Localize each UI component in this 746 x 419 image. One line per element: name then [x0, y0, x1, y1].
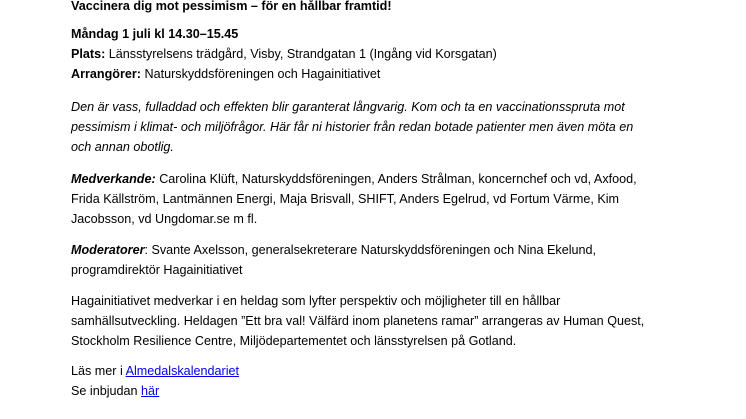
event-organizers: [71, 64, 497, 84]
almedalskalendariet-link[interactable]: Almedalskalendariet: [125, 364, 239, 378]
moderators-paragraph: [71, 240, 596, 280]
links-paragraph: [71, 361, 239, 401]
read-more-line: [71, 361, 239, 381]
body-line: Hagainitiativet medverkar i en heldag som lyfter perspektiv och möjligheter till en hållbar: [71, 294, 561, 308]
body-line: samhällsutveckling. Heldagen ”Ett bra val! Välfärd inom planetens ramar” arrangeras av Human Quest,: [71, 314, 645, 328]
intro-line: Den är vass, fulladdad och effekten blir garanterat långvarig. Kom och ta en vaccinationsspruta mot: [71, 100, 625, 114]
read-more-prefix: Läs mer i: [71, 364, 126, 378]
invite-prefix: Se inbjudan: [71, 384, 142, 398]
moderators-text: : Svante Axelsson, generalsekreterare Naturskyddsföreningen och Nina Ekelund,: [144, 243, 597, 257]
participants-label: Medverkande:: [71, 172, 156, 186]
event-details: [71, 24, 497, 84]
event-date-time: Måndag 1 juli kl 14.30–15.45: [71, 27, 239, 41]
participants-first-line: [71, 169, 637, 189]
body-line: Stockholm Resilience Centre, Miljödepartementet och länsstyrelsen på Gotland.: [71, 334, 517, 348]
participants-text: Carolina Klüft, Naturskyddsföreningen, Anders Strålman, koncernchef och vd, Axfood,: [159, 172, 637, 186]
participants-paragraph: [71, 169, 637, 229]
intro-line: pessimism i klimat- och miljöfrågor. Här får ni historier från redan botade patienter men även möta en: [71, 120, 634, 134]
document-title: Vaccinera dig mot pessimism – för en hållbar framtid!: [71, 0, 392, 13]
event-place-value: Länsstyrelsens trädgård, Visby, Strandgatan 1 (Ingång vid Korsgatan): [108, 47, 497, 61]
moderators-first-line: [71, 240, 596, 260]
participants-line: Frida Källström, Lantmännen Energi, Maja Brisvall, SHIFT, Anders Egelrud, vd Fortum Värme, Kim: [71, 192, 620, 206]
intro-paragraph: [71, 97, 633, 157]
moderators-label: Moderatorer: [71, 243, 145, 257]
invite-link[interactable]: här: [141, 384, 160, 398]
body-paragraph: [71, 291, 644, 351]
invite-line: [71, 381, 239, 401]
participants-line: Jacobsson, vd Ungdomar.se m fl.: [71, 212, 258, 226]
event-organizers-label: Arrangörer:: [71, 67, 141, 81]
moderators-line: programdirektör Hagainitiativet: [71, 263, 243, 277]
event-organizers-value: Naturskyddsföreningen och Hagainitiativet: [144, 67, 381, 81]
event-place-label: Plats:: [71, 47, 106, 61]
intro-line: och annan obotlig.: [71, 140, 174, 154]
event-place: [71, 44, 497, 64]
